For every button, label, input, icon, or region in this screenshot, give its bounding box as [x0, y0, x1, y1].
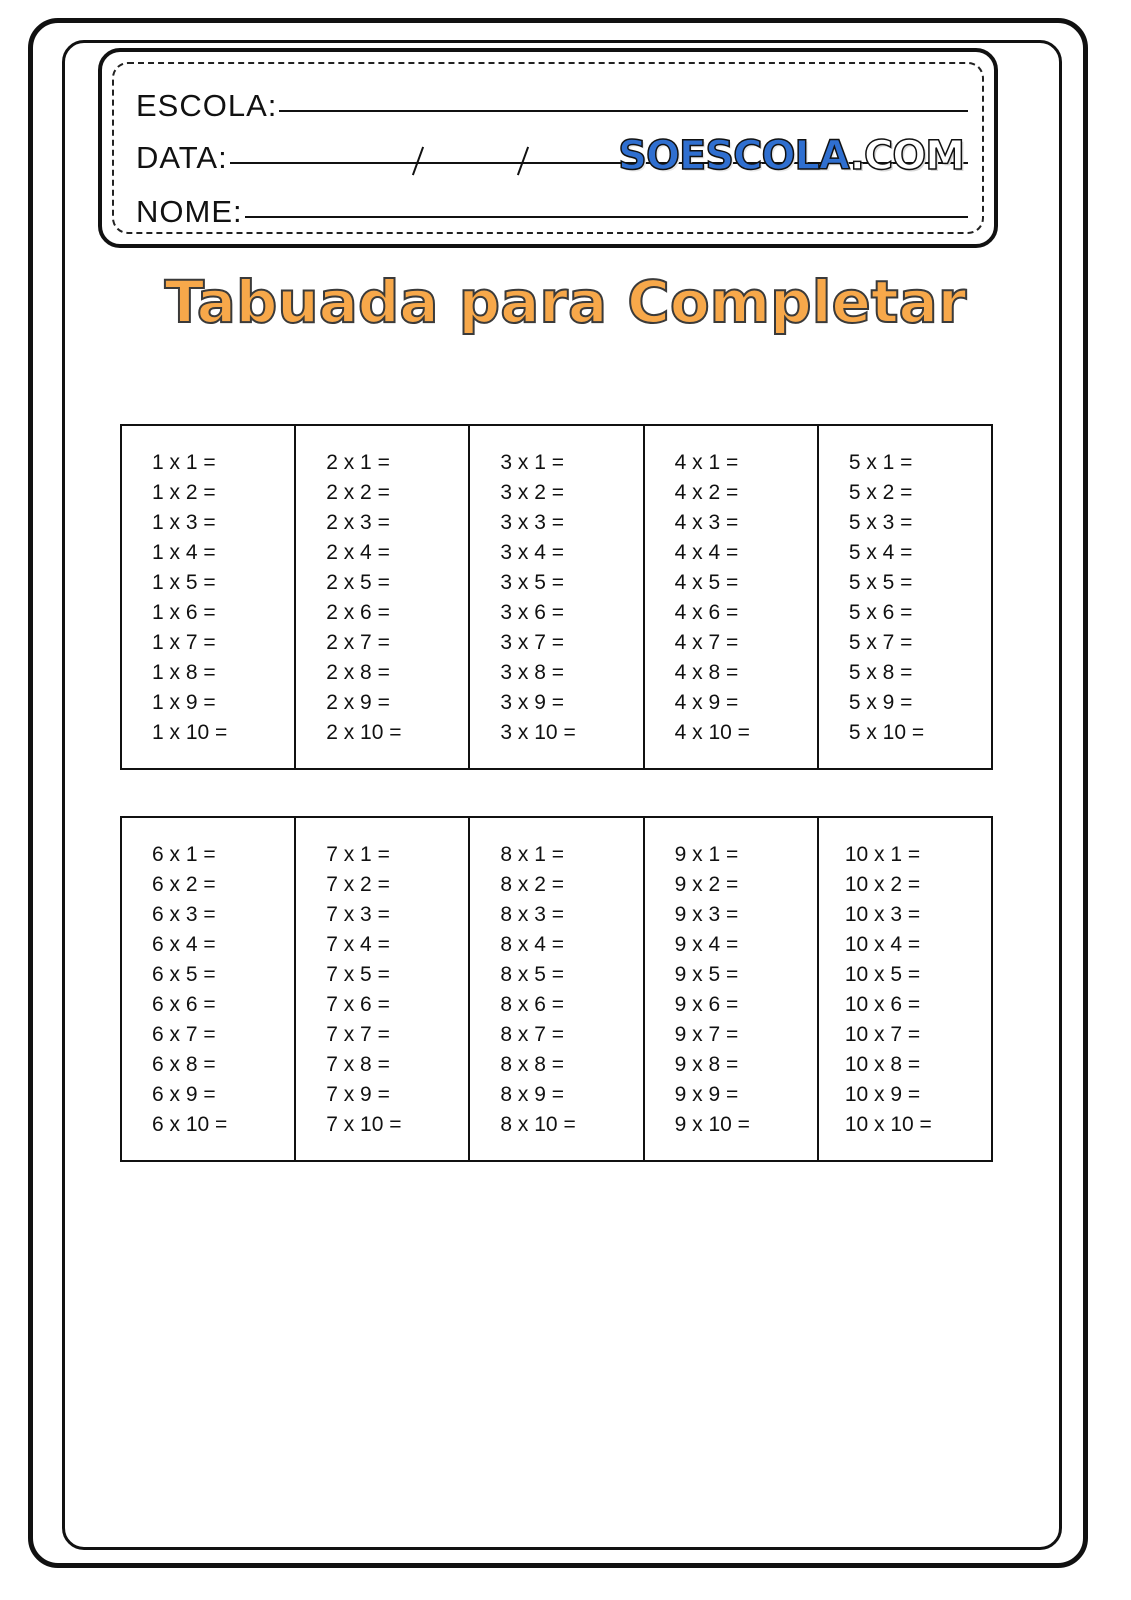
- equation-line: 7 x 9 =: [326, 1083, 390, 1106]
- equation-line: 9 x 6 =: [674, 993, 739, 1016]
- equation-line: 9 x 5 =: [674, 963, 739, 986]
- equation-line: 3 x 2 =: [500, 481, 565, 504]
- equation-line: 8 x 6 =: [500, 993, 565, 1016]
- equation-line: 2 x 9 =: [326, 691, 390, 714]
- equation-line: 2 x 3 =: [326, 511, 390, 534]
- equation-line: 2 x 10 =: [326, 721, 402, 744]
- equation-line: 7 x 6 =: [326, 993, 390, 1016]
- name-label: NOME:: [136, 194, 243, 229]
- equation-line: 7 x 5 =: [326, 963, 390, 986]
- logo-suffix-text: .COM: [849, 133, 964, 179]
- equation-line: 10 x 3 =: [844, 903, 921, 926]
- equation-line: 3 x 10 =: [500, 721, 576, 744]
- equation-line: 3 x 9 =: [500, 691, 565, 714]
- equation-line: 5 x 1 =: [848, 451, 913, 474]
- times-table-block-2: [120, 816, 993, 1162]
- equation-line: 9 x 8 =: [674, 1053, 739, 1076]
- times-table-column-6: [122, 818, 296, 1160]
- equation-line: 10 x 9 =: [844, 1083, 921, 1106]
- equation-line: 5 x 7 =: [848, 631, 913, 654]
- equation-line: 6 x 2 =: [152, 873, 216, 896]
- equation-line: 8 x 9 =: [500, 1083, 565, 1106]
- date-separators: [317, 144, 577, 184]
- equation-line: 8 x 3 =: [500, 903, 565, 926]
- equation-line: 2 x 7 =: [326, 631, 390, 654]
- equation-line: 1 x 2 =: [152, 481, 216, 504]
- equation-line: 5 x 5 =: [848, 571, 913, 594]
- equation-line: 6 x 10 =: [152, 1113, 228, 1136]
- equation-line: 2 x 2 =: [326, 481, 390, 504]
- equation-line: 7 x 4 =: [326, 933, 390, 956]
- equation-line: 2 x 1 =: [326, 451, 390, 474]
- equation-line: 1 x 9 =: [152, 691, 216, 714]
- equation-line: 4 x 9 =: [674, 691, 739, 714]
- equation-line: 1 x 7 =: [152, 631, 216, 654]
- equation-line: 1 x 10 =: [152, 721, 228, 744]
- equation-line: 1 x 4 =: [152, 541, 216, 564]
- equation-line: 5 x 4 =: [848, 541, 913, 564]
- equation-line: 10 x 4 =: [844, 933, 921, 956]
- times-table-column-2: [296, 426, 470, 768]
- equation-line: 3 x 4 =: [500, 541, 565, 564]
- date-slash-icon: [412, 147, 424, 176]
- page-title: Tabuada para Completar: [164, 268, 967, 336]
- school-field-row: [136, 88, 968, 124]
- equation-line: 4 x 6 =: [674, 601, 739, 624]
- equation-line: 9 x 9 =: [674, 1083, 739, 1106]
- equation-line: 2 x 6 =: [326, 601, 390, 624]
- times-table-column-3: [470, 426, 644, 768]
- equation-line: 5 x 3 =: [848, 511, 913, 534]
- school-write-line[interactable]: [279, 110, 968, 112]
- equation-line: 10 x 6 =: [844, 993, 921, 1016]
- equation-line: 1 x 5 =: [152, 571, 216, 594]
- equation-line: 9 x 4 =: [674, 933, 739, 956]
- equation-line: 5 x 2 =: [848, 481, 913, 504]
- name-write-line[interactable]: [245, 216, 968, 218]
- equation-line: 7 x 2 =: [326, 873, 390, 896]
- equation-line: 8 x 5 =: [500, 963, 565, 986]
- site-logo: [618, 133, 964, 179]
- times-table-column-5: [819, 426, 991, 768]
- equation-line: 7 x 3 =: [326, 903, 390, 926]
- equation-line: 6 x 9 =: [152, 1083, 216, 1106]
- equation-line: 5 x 9 =: [848, 691, 913, 714]
- equation-line: 6 x 3 =: [152, 903, 216, 926]
- equation-line: 10 x 8 =: [844, 1053, 921, 1076]
- equation-line: 4 x 7 =: [674, 631, 739, 654]
- equation-line: 3 x 7 =: [500, 631, 565, 654]
- equation-line: 3 x 6 =: [500, 601, 565, 624]
- equation-line: 9 x 1 =: [674, 843, 739, 866]
- equation-line: 5 x 10 =: [848, 721, 925, 744]
- equation-line: 4 x 10 =: [674, 721, 750, 744]
- equation-line: 10 x 5 =: [844, 963, 921, 986]
- equation-line: 6 x 6 =: [152, 993, 216, 1016]
- times-table-column-1: [122, 426, 296, 768]
- equation-line: 4 x 4 =: [674, 541, 739, 564]
- equation-line: 6 x 1 =: [152, 843, 216, 866]
- equation-line: 6 x 7 =: [152, 1023, 216, 1046]
- equation-line: 1 x 3 =: [152, 511, 216, 534]
- equation-line: 6 x 5 =: [152, 963, 216, 986]
- equation-line: 5 x 6 =: [848, 601, 913, 624]
- equation-line: 5 x 8 =: [848, 661, 913, 684]
- times-table-block-1: [120, 424, 993, 770]
- equation-line: 3 x 5 =: [500, 571, 565, 594]
- equation-line: 1 x 8 =: [152, 661, 216, 684]
- date-label: DATA:: [136, 140, 228, 175]
- equation-line: 8 x 4 =: [500, 933, 565, 956]
- equation-line: 4 x 3 =: [674, 511, 739, 534]
- equation-line: 7 x 1 =: [326, 843, 390, 866]
- times-table-column-8: [470, 818, 644, 1160]
- equation-line: 7 x 8 =: [326, 1053, 390, 1076]
- equation-line: 4 x 1 =: [674, 451, 739, 474]
- page-inner-border: [62, 40, 1062, 1550]
- equation-line: 10 x 10 =: [844, 1113, 932, 1136]
- equation-line: 3 x 8 =: [500, 661, 565, 684]
- equation-line: 8 x 10 =: [500, 1113, 576, 1136]
- equation-line: 4 x 8 =: [674, 661, 739, 684]
- equation-line: 8 x 2 =: [500, 873, 565, 896]
- times-table-column-4: [645, 426, 819, 768]
- equation-line: 9 x 7 =: [674, 1023, 739, 1046]
- equation-line: 2 x 8 =: [326, 661, 390, 684]
- equation-line: 4 x 5 =: [674, 571, 739, 594]
- equation-line: 10 x 7 =: [844, 1023, 921, 1046]
- equation-line: 7 x 7 =: [326, 1023, 390, 1046]
- equation-line: 2 x 4 =: [326, 541, 390, 564]
- date-slash-icon: [517, 147, 529, 176]
- equation-line: 9 x 10 =: [674, 1113, 750, 1136]
- student-info-box: [98, 48, 998, 248]
- equation-line: 9 x 3 =: [674, 903, 739, 926]
- times-table-column-9: [645, 818, 819, 1160]
- equation-line: 2 x 5 =: [326, 571, 390, 594]
- equation-line: 4 x 2 =: [674, 481, 739, 504]
- equation-line: 10 x 1 =: [844, 843, 921, 866]
- logo-main-text: SOESCOLA: [618, 133, 850, 179]
- equation-line: 1 x 6 =: [152, 601, 216, 624]
- equation-line: 9 x 2 =: [674, 873, 739, 896]
- name-field-row: [136, 194, 968, 230]
- equation-line: 10 x 2 =: [844, 873, 921, 896]
- equation-line: 3 x 1 =: [500, 451, 565, 474]
- equation-line: 6 x 8 =: [152, 1053, 216, 1076]
- equation-line: 6 x 4 =: [152, 933, 216, 956]
- equation-line: 8 x 7 =: [500, 1023, 565, 1046]
- equation-line: 1 x 1 =: [152, 451, 216, 474]
- times-table-column-7: [296, 818, 470, 1160]
- times-table-column-10: [819, 818, 991, 1160]
- equation-line: 3 x 3 =: [500, 511, 565, 534]
- equation-line: 8 x 1 =: [500, 843, 565, 866]
- equation-line: 8 x 8 =: [500, 1053, 565, 1076]
- equation-line: 7 x 10 =: [326, 1113, 402, 1136]
- school-label: ESCOLA:: [136, 88, 278, 123]
